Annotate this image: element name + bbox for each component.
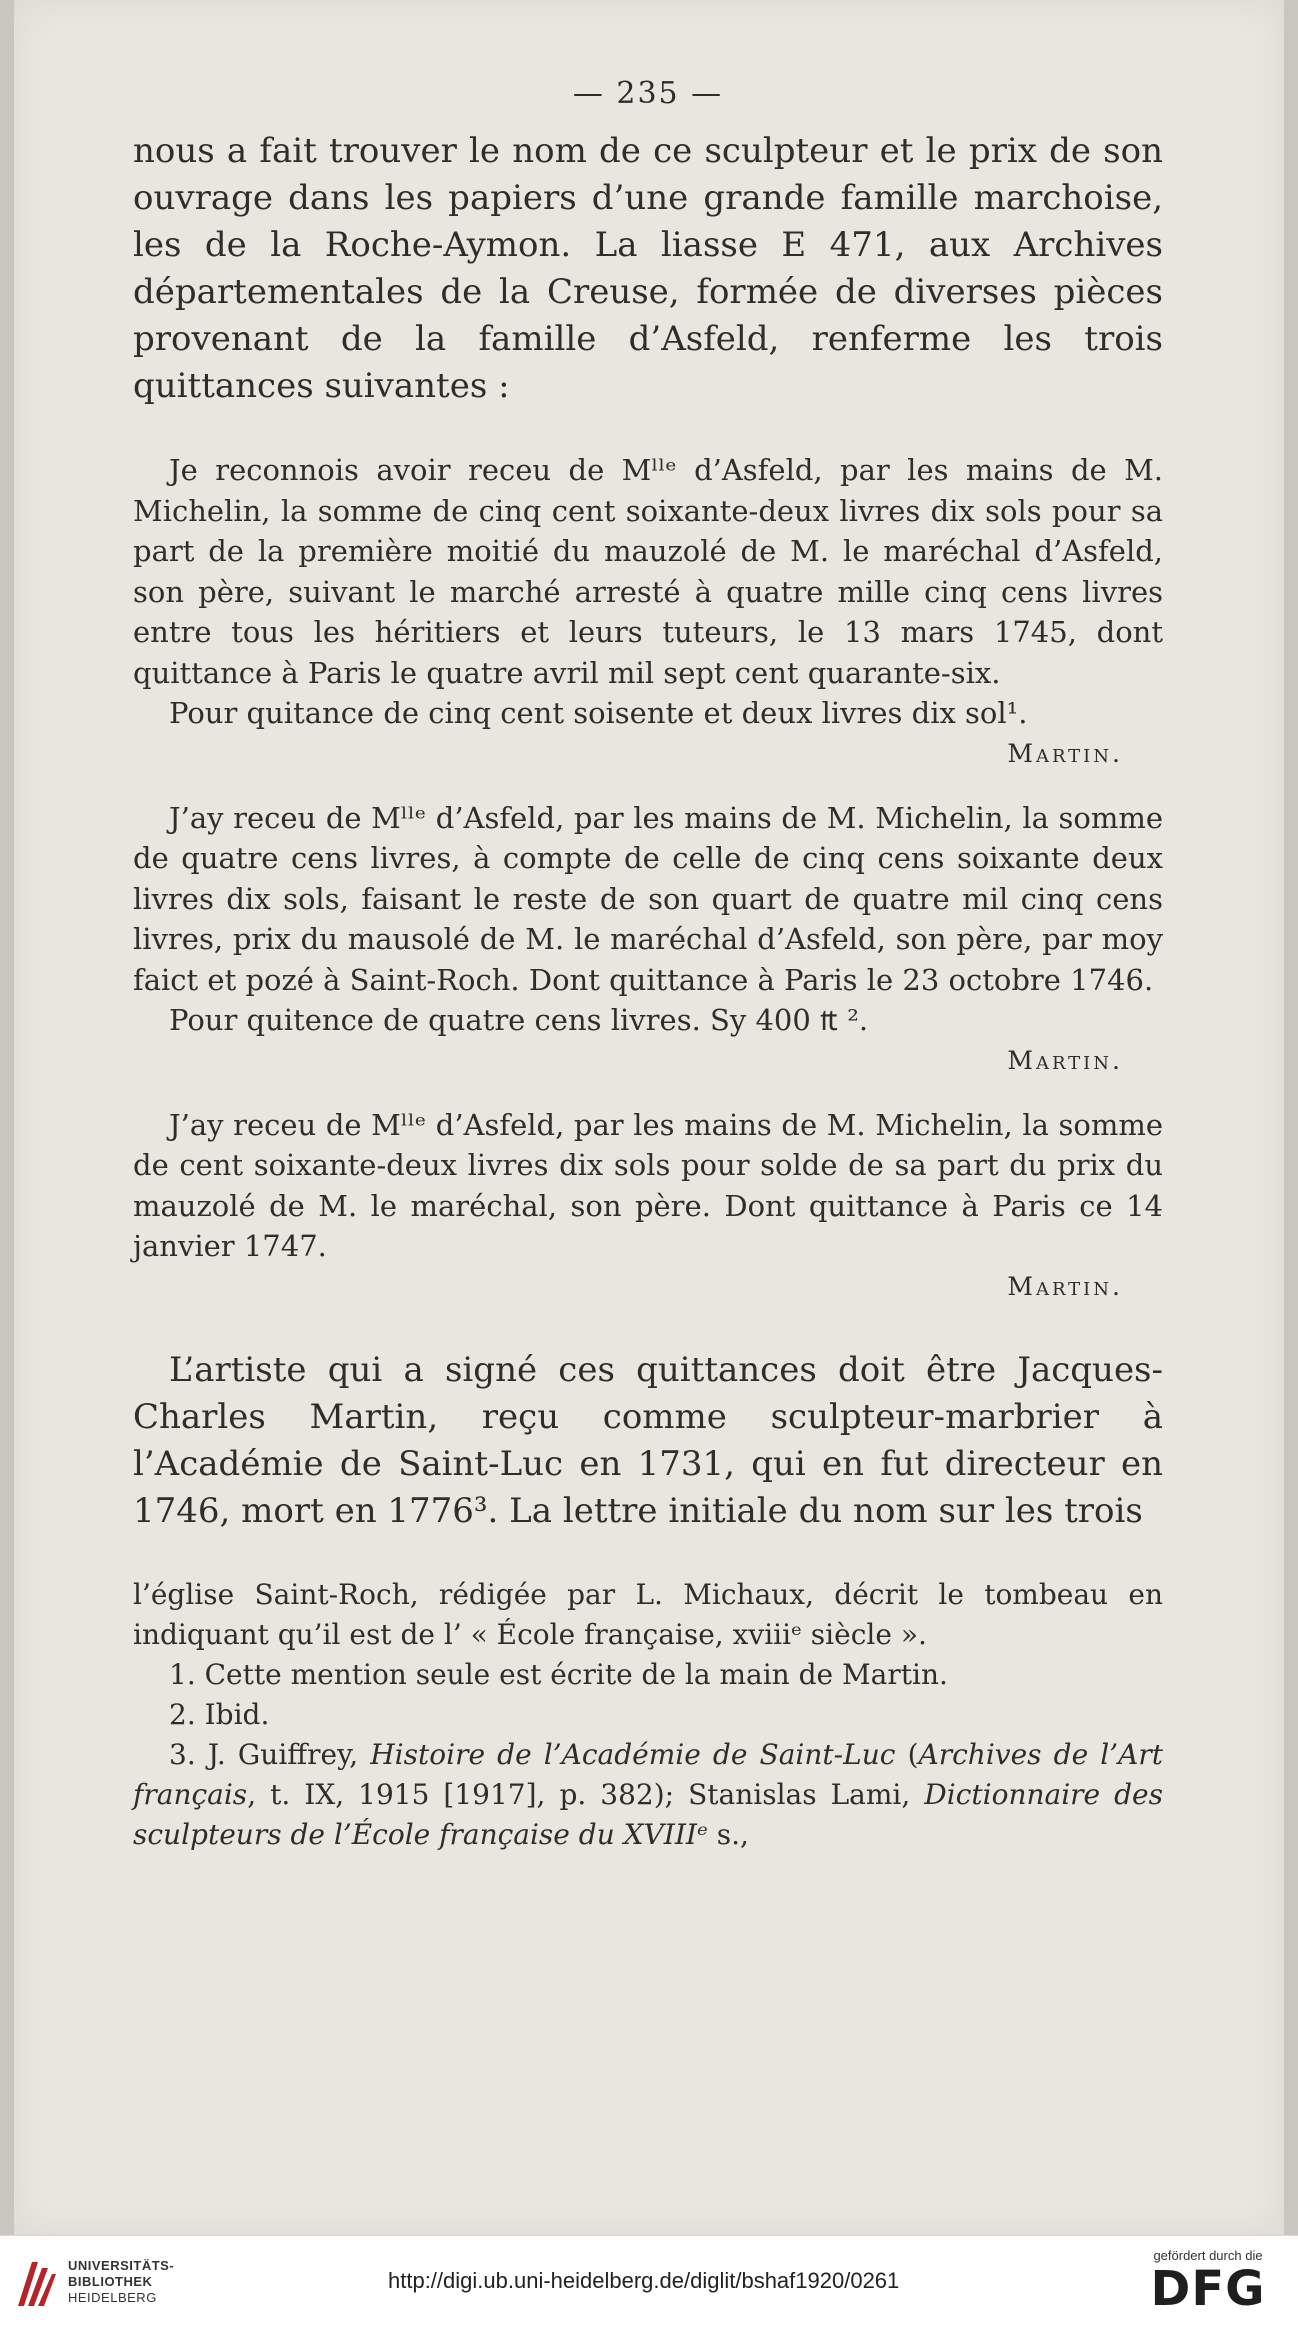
source-url-link[interactable]: http://digi.ub.uni-heidelberg.de/diglit/bshaf1920/0261 xyxy=(388,2268,900,2293)
quittance-2-text: J’ay receu de Mˡˡᵉ d’Asfeld, par les mains de M. Michelin, la somme de quatre cens livres, à compte de celle de cinq cens soixante deux livres dix sols, faisant le reste de son quart de quatre mil cinq cens livres, prix du mausolé de M. le maréchal d’Asfeld, son père, par moy faict et pozé à Saint-Roch. Dont quittance à Paris le 23 octobre 1746. xyxy=(133,800,1163,997)
quittance-1-note: Pour quitance de cinq cent soisente et deux livres dix sol¹. xyxy=(169,696,1028,730)
footnote-3-prefix: 3. J. Guiffrey, xyxy=(169,1737,371,1771)
page-number: — 235 — xyxy=(572,76,724,111)
quittance-3-signature: Martin. xyxy=(1007,1271,1123,1301)
footnote-3-end: s., xyxy=(707,1817,749,1851)
dfg-funding xyxy=(1138,2248,1278,2315)
footnote-3-open: ( xyxy=(895,1737,919,1771)
quittance-2-signature: Martin. xyxy=(1007,1045,1123,1075)
footnote-2: 2. Ibid. xyxy=(169,1697,270,1731)
library-logo-icon xyxy=(14,2256,58,2310)
conclusion-paragraph: L’artiste qui a signé ces quittances doit être Jacques-Charles Martin, reçu comme sculpteur-marbrier à l’Académie de Saint-Luc en 1731, qui en fut directeur en 1746, mort en 1776³. La lettre initiale du nom sur les trois xyxy=(133,1349,1163,1531)
footer-bar xyxy=(0,2235,1298,2326)
footnote-3-title: Histoire de l’Académie de Saint-Luc xyxy=(370,1737,896,1771)
footnote-3-mid: , t. IX, 1915 [1917], p. 382); Stanislas Lami, xyxy=(247,1777,925,1811)
quittance-1-signature: Martin. xyxy=(1007,738,1123,768)
funded-by-text: gefördert durch die xyxy=(1153,2248,1263,2263)
footnote-1: 1. Cette mention seule est écrite de la main de Martin. xyxy=(169,1657,948,1691)
intro-paragraph: nous a fait trouver le nom de ce sculpteur et le prix de son ouvrage dans les papiers d’une grande famille marchoise, les de la Roche-Aymon. La liasse E 471, aux Archives départementales de la Creuse, formée de diverses pièces provenant de la famille d’Asfeld, renferme les trois quittances suivantes : xyxy=(133,131,1163,406)
footnote-continuation: l’église Saint-Roch, rédigée par L. Michaux, décrit le tombeau en indiquant qu’il est de l’ « École française, xviiiᵉ siècle ». xyxy=(133,1577,1163,1651)
footnote-3-title2: Dictionnaire des sculpteurs de l’École française du XVIIIᵉ xyxy=(133,1777,1163,1851)
library-line-1: UNIVERSITÄTS- xyxy=(68,2258,175,2273)
dfg-logo: DFG xyxy=(1150,2261,1266,2317)
quittance-1-text: Je reconnois avoir receu de Mˡˡᵉ d’Asfeld, par les mains de M. Michelin, la somme de cinq cent soixante-deux livres dix sols pour sa part de la première moitié du mauzolé de M. le maréchal d’Asfeld, son père, suivant le marché arresté à quatre mille cinq cens livres entre tous les héritiers et leurs tuteurs, le 13 mars 1745, dont quittance à Paris le quatre avril mil sept cent quarante-six. xyxy=(133,453,1163,690)
library-name xyxy=(68,2258,174,2306)
footnote-3 xyxy=(133,1735,1163,1855)
page-content xyxy=(133,76,1163,1855)
library-line-3: HEIDELBERG xyxy=(68,2290,157,2305)
library-line-2: BIBLIOTHEK xyxy=(68,2274,153,2289)
quittance-2-note: Pour quitence de quatre cens livres. Sy 400 ₶ ². xyxy=(169,1003,869,1037)
footnote-3-series: Archives de l’Art français xyxy=(133,1737,1163,1811)
scanned-page xyxy=(14,0,1284,2235)
quittance-3-text: J’ay receu de Mˡˡᵉ d’Asfeld, par les mains de M. Michelin, la somme de cent soixante-deux livres dix sols pour solde de sa part du prix du mauzolé de M. le maréchal, son père. Dont quittance à Paris ce 14 janvier 1747. xyxy=(133,1107,1163,1263)
